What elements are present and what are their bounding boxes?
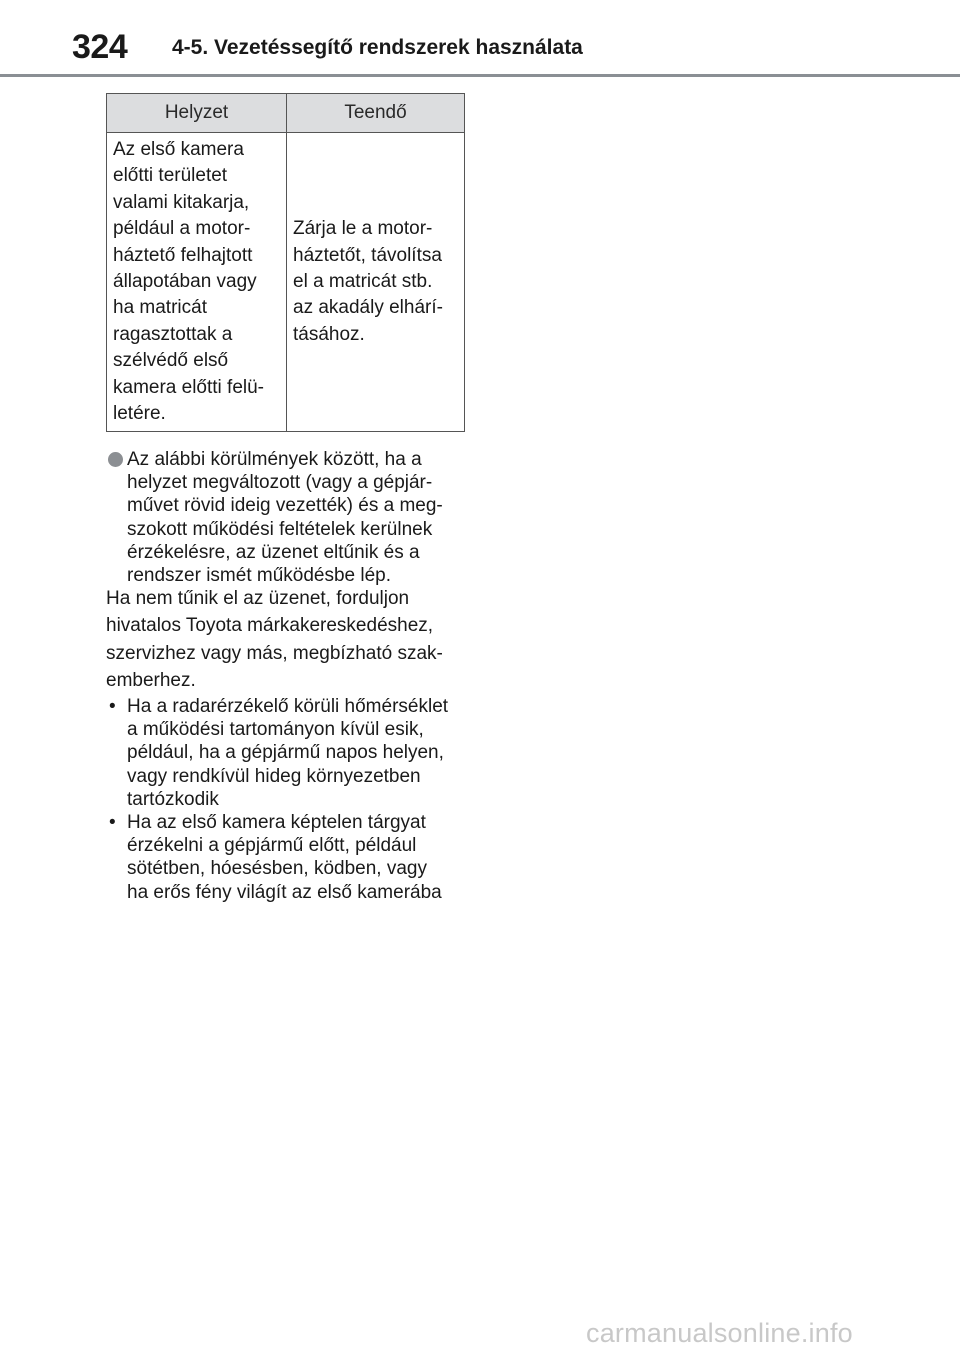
cell-line: háztetőt, távolítsa [293, 244, 442, 266]
list-item [106, 811, 471, 904]
note-bullet [106, 448, 471, 587]
cell-line: például a motor- [113, 218, 251, 240]
cell-line: Zárja le a motor- [293, 218, 433, 240]
situation-cell [107, 133, 287, 432]
cell-line: kamera előtti felü- [113, 376, 265, 398]
table-header-row [107, 94, 465, 133]
page-header [0, 0, 960, 80]
text-line: Az alábbi körülmények között, ha a [127, 449, 422, 470]
action-cell [287, 133, 465, 432]
text-line: sötétben, hóesésben, ködben, vagy [127, 858, 428, 880]
header-divider [0, 74, 960, 77]
list-item [106, 695, 471, 811]
cell-line: ragasztottak a [113, 323, 233, 345]
text-line: vagy rendkívül hideg környezetben [127, 765, 421, 787]
text-line: érzékelésre, az üzenet eltűnik és a [127, 541, 420, 563]
text-line: ha erős fény világít az első kamerába [127, 881, 442, 903]
text-line: érzékelni a gépjármű előtt, például [127, 835, 417, 857]
text-line: tartózkodik [127, 788, 219, 810]
page-number: 324 [72, 28, 128, 66]
text-line: hivatalos Toyota márkakereskedéshez, [106, 615, 434, 637]
condition-list [106, 695, 471, 904]
cell-line: valami kitakarja, [113, 191, 250, 213]
cell-line: tásához. [293, 323, 365, 345]
cell-line: szélvédő első [113, 350, 229, 372]
situation-action-table [106, 93, 465, 432]
watermark: carmanualsonline.info [586, 1318, 853, 1348]
table-row [107, 133, 465, 432]
column-header-situation: Helyzet [107, 94, 287, 133]
text-line: helyzet megváltozott (vagy a gépjár- [127, 472, 433, 494]
note-text [127, 448, 471, 587]
cell-line: állapotában vagy [113, 271, 257, 293]
text-line: Ha a radarérzékelő körüli hőmérséklet [127, 696, 449, 717]
cell-line: az akadály elhárí- [293, 297, 443, 319]
contact-paragraph [106, 585, 471, 694]
cell-line: letére. [113, 403, 166, 425]
circle-bullet-icon [108, 452, 123, 467]
cell-line: el a matricát stb. [293, 271, 433, 293]
text-line: Ha az első kamera képtelen tárgyat [127, 812, 426, 834]
column-header-action: Teendő [287, 94, 465, 133]
cell-line: előtti területet [113, 165, 228, 187]
cell-line: Az első kamera [113, 139, 244, 160]
cell-line: háztető felhajtott [113, 244, 253, 266]
text-line: művet rövid ideig vezették) és a meg- [127, 495, 443, 517]
bullet-dot-icon: • [109, 812, 116, 834]
text-line: a működési tartományon kívül esik, [127, 719, 424, 741]
text-line: például, ha a gépjármű napos helyen, [127, 742, 444, 764]
bullet-dot-icon: • [109, 696, 116, 717]
text-line: Ha nem tűnik el az üzenet, forduljon [106, 588, 410, 609]
text-line: szokott működési feltételek kerülnek [127, 518, 433, 540]
text-line: emberhez. [106, 669, 196, 691]
text-line: rendszer ismét működésbe lép. [127, 565, 392, 587]
section-title: 4-5. Vezetéssegítő rendszerek használata [172, 36, 583, 59]
text-line: szervizhez vagy más, megbízható szak- [106, 642, 443, 664]
cell-line: ha matricát [113, 297, 207, 319]
